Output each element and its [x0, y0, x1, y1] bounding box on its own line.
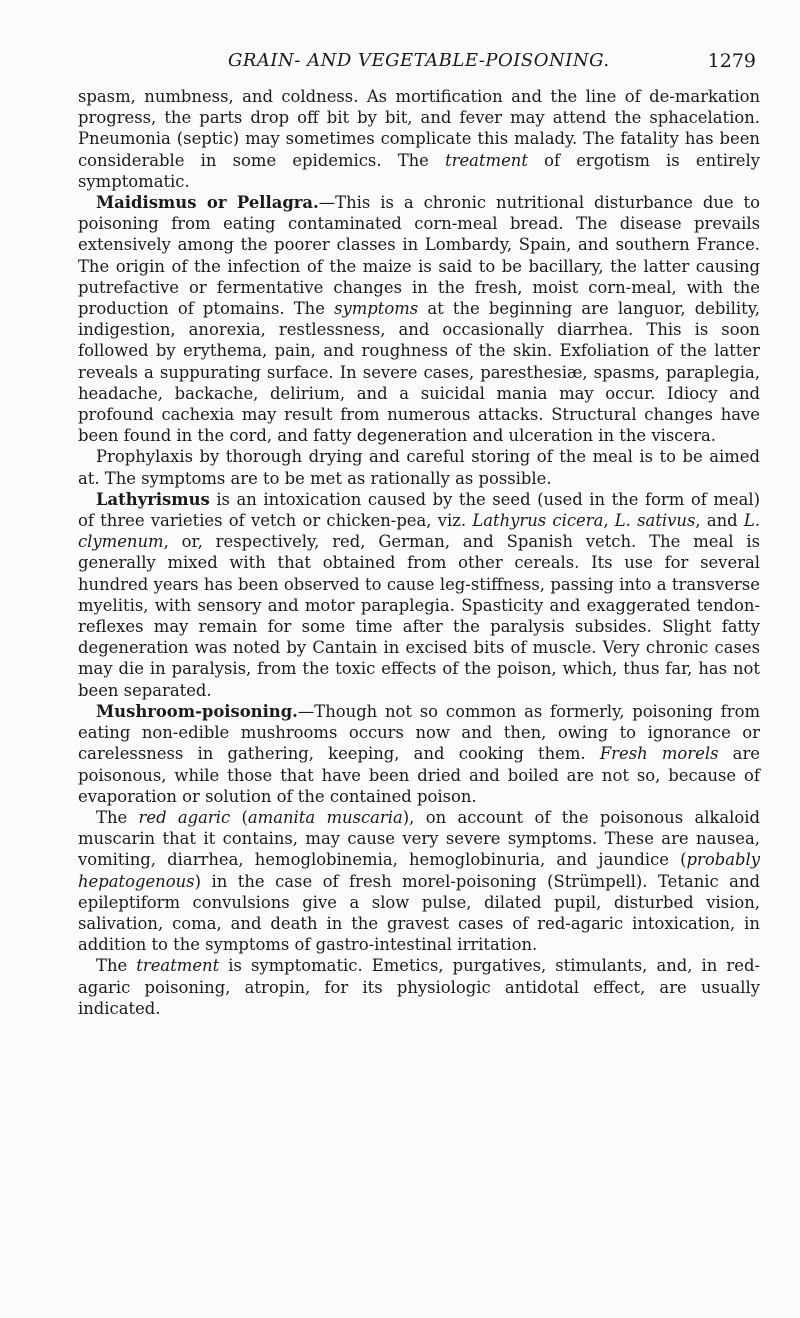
text-run: The	[96, 807, 139, 827]
text-run: is symptomatic. Emetics, purgatives, stimulants, and, in red-agaric poisoning, atropin, for its physiologic antidotal effect, are usually indicated.	[78, 956, 760, 1018]
text-run: is an intoxication caused by the seed (used in the form of meal) of three varieties of vetch or chicken-pea, viz.	[78, 489, 760, 531]
paragraph-mushroom-poisoning	[78, 701, 760, 807]
text-run: The	[96, 956, 137, 976]
italic-term: red agaric	[138, 807, 231, 827]
text-run: spasm, numbness, and coldness. As mortification and the line of de-markation progress, the parts drop off bit by bit, and fever may attend the sphacelation. Pneumonia (septic) may sometimes complicate this malady. The fatality has been considerable in some epidemics. The	[78, 87, 760, 170]
section-heading-mushroom-poisoning: Mushroom-poisoning.	[96, 701, 298, 721]
text-run: at the beginning are languor, debility, indigestion, anorexia, restlessness, and occasionally diarrhea. This is soon followed by erythema, pain, and roughness of the skin. Exfoliation of the latter reveals a suppurating surface. In severe cases, paresthesiæ, spasms, paraplegia, headache, backache, delirium, and a suicidal mania may occur. Idiocy and profound cachexia may result from numerous attacks. Structural changes have been found in the cord, and fatty degeneration and ulceration in the viscera.	[78, 299, 760, 446]
paragraph-pellagra	[78, 192, 760, 446]
text-run: (	[230, 807, 248, 827]
text-run: ,	[603, 511, 615, 531]
text-run: —This is a chronic nutritional disturbance due to poisoning from eating contaminated corn-meal bread. The disease prevails extensively among the poorer classes in Lombardy, Spain, and southern France. The origin of the infection of the maize is said to be bacillary, the latter causing putrefactive or fermentative changes in the fresh, moist corn-meal, with the production of ptomains. The	[78, 193, 761, 319]
italic-term: treatment	[445, 150, 528, 170]
text-run: , or, respectively, red, German, and Spanish vetch. The meal is generally mixed with that obtained from other cereals. Its use for several hundred years has been observed to cause leg-stiffness, passing into a transverse myelitis, with sensory and motor paraplegia. Spasticity and exaggerated tendon-reflexes may remain for some time after the paralysis subsides. Slight fatty degeneration was noted by Cantain in excised bits of muscle. Very chronic cases may die in paralysis, from the toxic effects of the poison, which, thus far, has not been separated.	[78, 532, 760, 700]
italic-term: treatment	[136, 956, 220, 976]
section-heading-lathyrismus: Lathyrismus	[96, 489, 210, 509]
text-run: —Though not so common as formerly, poisoning from eating non-edible mushrooms occurs now and then, owing to ignorance or carelessness in gathering, keeping, and cooking them.	[78, 701, 760, 764]
italic-term: symptoms	[334, 299, 419, 319]
italic-term: L. clymenum	[78, 511, 760, 552]
running-title: GRAIN- AND VEGETABLE-POISONING.	[228, 50, 610, 71]
text-run: , and	[695, 511, 744, 531]
paragraph-lathyrismus	[78, 489, 760, 701]
italic-term: L. sativus	[614, 511, 696, 531]
text-run: ), on account of the poisonous alkaloid muscarin that it contains, may cause very severe symptoms. These are nausea, vomiting, diarrhea, hemoglobinemia, hemoglobinuria, and jaundice (	[78, 807, 761, 870]
text-run: ) in the case of fresh morel-poisoning (Strümpell). Tetanic and epileptiform convulsions give a slow pulse, dilated pupil, disturbed vision, salivation, coma, and death in the gravest cases of red-agaric intoxication, in addition to the symptoms of gastro-intestinal irritation.	[78, 871, 760, 955]
section-heading-pellagra: Maidismus or Pellagra.	[96, 193, 319, 213]
text-run: Prophylaxis by thorough drying and careful storing of the meal is to be aimed at. The symptoms are to be met as rationally as possible.	[78, 447, 760, 488]
paragraph-ergotism-continued	[78, 86, 760, 192]
body-text	[78, 86, 760, 1019]
italic-term: amanita muscaria	[247, 807, 403, 827]
page-header	[78, 50, 756, 80]
text-run: are poisonous, while those that have been dried and boiled are not so, because of evaporation or solution of the contained poison.	[78, 744, 760, 806]
text-run: of ergotism is entirely symptomatic.	[78, 150, 760, 191]
italic-term: probably hepatogenous	[78, 850, 760, 891]
paragraph-prophylaxis	[78, 446, 760, 488]
paragraph-treatment	[78, 955, 760, 1019]
italic-term: Fresh morels	[599, 744, 719, 764]
page-number: 1279	[707, 50, 756, 72]
italic-term: Lathyrus cicera	[472, 511, 604, 531]
paragraph-red-agaric	[78, 807, 760, 955]
